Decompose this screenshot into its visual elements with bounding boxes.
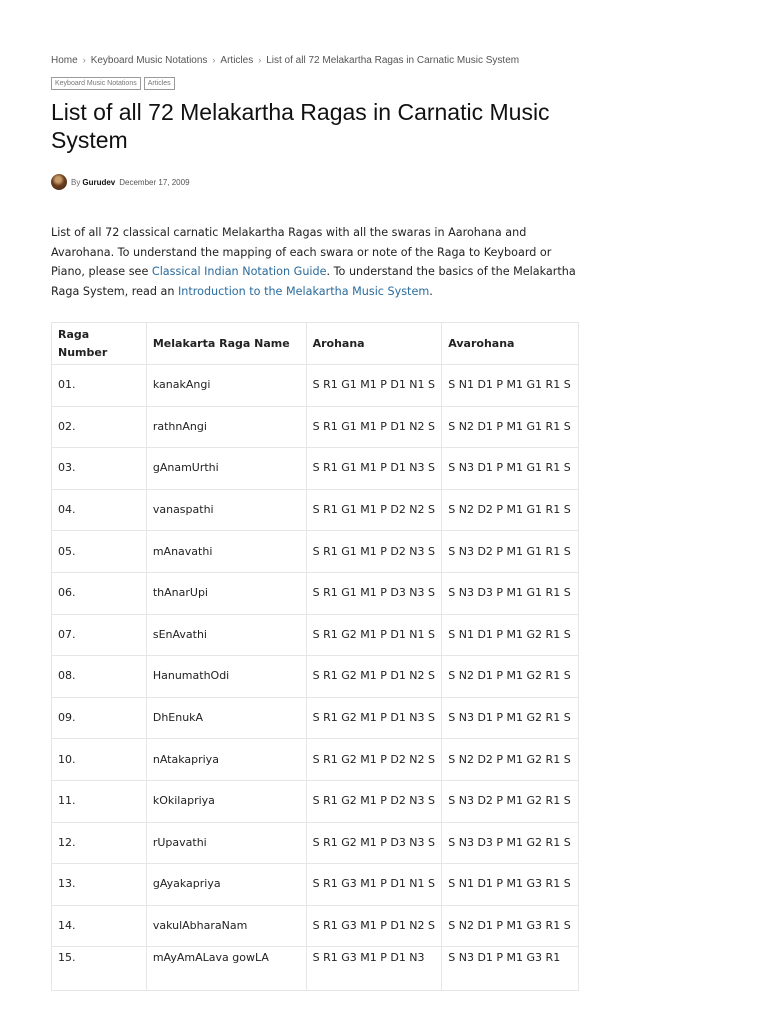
arohana-cell: S R1 G1 M1 P D1 N1 S <box>306 365 442 407</box>
avarohana-cell: S N2 D1 P M1 G3 R1 S <box>442 905 579 947</box>
raga-number-cell: 14. <box>52 905 147 947</box>
table-row <box>52 822 579 864</box>
raga-number-cell: 03. <box>52 448 147 490</box>
raga-name-cell: kanakAngi <box>146 365 306 407</box>
raga-number-cell: 09. <box>52 697 147 739</box>
arohana-cell: S R1 G2 M1 P D1 N2 S <box>306 656 442 698</box>
avarohana-cell: S N1 D1 P M1 G2 R1 S <box>442 614 579 656</box>
raga-name-cell: kOkilapriya <box>146 780 306 822</box>
intro-text-1: List of all 72 classical carnatic Melakartha Ragas with all the swaras in Aarohana and Avarohana. To understand the mapping of each swara or note of the Raga to Keyboard or Piano, please see <box>51 226 552 278</box>
raga-name-cell: nAtakapriya <box>146 739 306 781</box>
breadcrumb-keyboard-music-notations[interactable]: Keyboard Music Notations <box>90 55 208 66</box>
tag-articles[interactable]: Articles <box>144 77 175 90</box>
tag-keyboard-music-notations[interactable]: Keyboard Music Notations <box>51 77 141 90</box>
raga-table <box>51 322 579 991</box>
raga-name-cell: mAnavathi <box>146 531 306 573</box>
raga-name-cell: mAyAmALava gowLA <box>146 947 306 991</box>
table-row <box>52 864 579 906</box>
avatar[interactable] <box>51 174 67 190</box>
post-date: December 17, 2009 <box>119 177 190 187</box>
avarohana-cell: S N2 D2 P M1 G2 R1 S <box>442 739 579 781</box>
header-avarohana: Avarohana <box>442 323 579 365</box>
table-row <box>52 448 579 490</box>
raga-number-cell: 02. <box>52 406 147 448</box>
arohana-cell: S R1 G3 M1 P D1 N1 S <box>306 864 442 906</box>
table-row <box>52 947 579 991</box>
raga-number-cell: 06. <box>52 572 147 614</box>
raga-name-cell: rathnAngi <box>146 406 306 448</box>
raga-name-cell: gAnamUrthi <box>146 448 306 490</box>
avarohana-cell: S N3 D1 P M1 G2 R1 S <box>442 697 579 739</box>
chevron-right-icon: › <box>82 55 86 65</box>
raga-name-cell: gAyakapriya <box>146 864 306 906</box>
raga-number-cell: 15. <box>52 947 147 991</box>
raga-number-cell: 04. <box>52 489 147 531</box>
arohana-cell: S R1 G1 M1 P D1 N3 S <box>306 448 442 490</box>
arohana-cell: S R1 G1 M1 P D1 N2 S <box>306 406 442 448</box>
raga-number-cell: 12. <box>52 822 147 864</box>
avarohana-cell: S N3 D2 P M1 G2 R1 S <box>442 780 579 822</box>
arohana-cell: S R1 G3 M1 P D1 N3 <box>306 947 442 991</box>
arohana-cell: S R1 G1 M1 P D3 N3 S <box>306 572 442 614</box>
raga-number-cell: 01. <box>52 365 147 407</box>
table-row <box>52 406 579 448</box>
table-row <box>52 531 579 573</box>
arohana-cell: S R1 G2 M1 P D2 N3 S <box>306 780 442 822</box>
chevron-right-icon: › <box>258 55 262 65</box>
avarohana-cell: S N3 D2 P M1 G1 R1 S <box>442 531 579 573</box>
intro-text-3: . <box>429 284 433 298</box>
avarohana-cell: S N1 D1 P M1 G3 R1 S <box>442 864 579 906</box>
breadcrumb <box>51 55 519 66</box>
header-raga-number: Raga Number <box>52 323 147 365</box>
by-label: By <box>71 177 81 187</box>
table-row <box>52 739 579 781</box>
raga-name-cell: HanumathOdi <box>146 656 306 698</box>
table-row <box>52 614 579 656</box>
avarohana-cell: S N3 D3 P M1 G2 R1 S <box>442 822 579 864</box>
page-title: List of all 72 Melakartha Ragas in Carnatic Music System <box>51 99 550 153</box>
category-tags <box>51 77 175 90</box>
raga-name-cell: sEnAvathi <box>146 614 306 656</box>
post-meta <box>51 174 190 190</box>
header-arohana: Arohana <box>306 323 442 365</box>
arohana-cell: S R1 G3 M1 P D1 N2 S <box>306 905 442 947</box>
table-header-row <box>52 323 579 365</box>
raga-name-cell: vanaspathi <box>146 489 306 531</box>
table-row <box>52 489 579 531</box>
raga-name-cell: rUpavathi <box>146 822 306 864</box>
avarohana-cell: S N3 D3 P M1 G1 R1 S <box>442 572 579 614</box>
avarohana-cell: S N2 D2 P M1 G1 R1 S <box>442 489 579 531</box>
avarohana-cell: S N3 D1 P M1 G3 R1 <box>442 947 579 991</box>
breadcrumb-current: List of all 72 Melakartha Ragas in Carnatic Music System <box>266 55 520 66</box>
table-row <box>52 365 579 407</box>
table-body <box>52 365 579 991</box>
raga-number-cell: 08. <box>52 656 147 698</box>
melakartha-intro-link[interactable]: Introduction to the Melakartha Music System <box>177 284 430 298</box>
notation-guide-link[interactable]: Classical Indian Notation Guide <box>151 265 327 278</box>
arohana-cell: S R1 G2 M1 P D1 N1 S <box>306 614 442 656</box>
table-row <box>52 697 579 739</box>
table-row <box>52 656 579 698</box>
breadcrumb-articles[interactable]: Articles <box>220 55 254 66</box>
raga-number-cell: 10. <box>52 739 147 781</box>
avarohana-cell: S N2 D1 P M1 G2 R1 S <box>442 656 579 698</box>
raga-name-cell: thAnarUpi <box>146 572 306 614</box>
breadcrumb-home[interactable]: Home <box>51 55 78 66</box>
avarohana-cell: S N2 D1 P M1 G1 R1 S <box>442 406 579 448</box>
header-raga-name: Melakarta Raga Name <box>146 323 306 365</box>
arohana-cell: S R1 G2 M1 P D3 N3 S <box>306 822 442 864</box>
raga-number-cell: 11. <box>52 780 147 822</box>
chevron-right-icon: › <box>212 55 216 65</box>
arohana-cell: S R1 G2 M1 P D2 N2 S <box>306 739 442 781</box>
raga-number-cell: 05. <box>52 531 147 573</box>
avarohana-cell: S N1 D1 P M1 G1 R1 S <box>442 365 579 407</box>
raga-number-cell: 07. <box>52 614 147 656</box>
arohana-cell: S R1 G1 M1 P D2 N2 S <box>306 489 442 531</box>
table-row <box>52 572 579 614</box>
avarohana-cell: S N3 D1 P M1 G1 R1 S <box>442 448 579 490</box>
table-row <box>52 905 579 947</box>
author-link[interactable]: Gurudev <box>82 177 116 187</box>
raga-name-cell: DhEnukA <box>146 697 306 739</box>
arohana-cell: S R1 G1 M1 P D2 N3 S <box>306 531 442 573</box>
intro-paragraph <box>51 223 579 301</box>
intro-text-2: . To understand the basics of the Melakartha Raga System, read an <box>51 265 576 298</box>
table-row <box>52 780 579 822</box>
raga-number-cell: 13. <box>52 864 147 906</box>
arohana-cell: S R1 G2 M1 P D1 N3 S <box>306 697 442 739</box>
raga-name-cell: vakulAbharaNam <box>146 905 306 947</box>
